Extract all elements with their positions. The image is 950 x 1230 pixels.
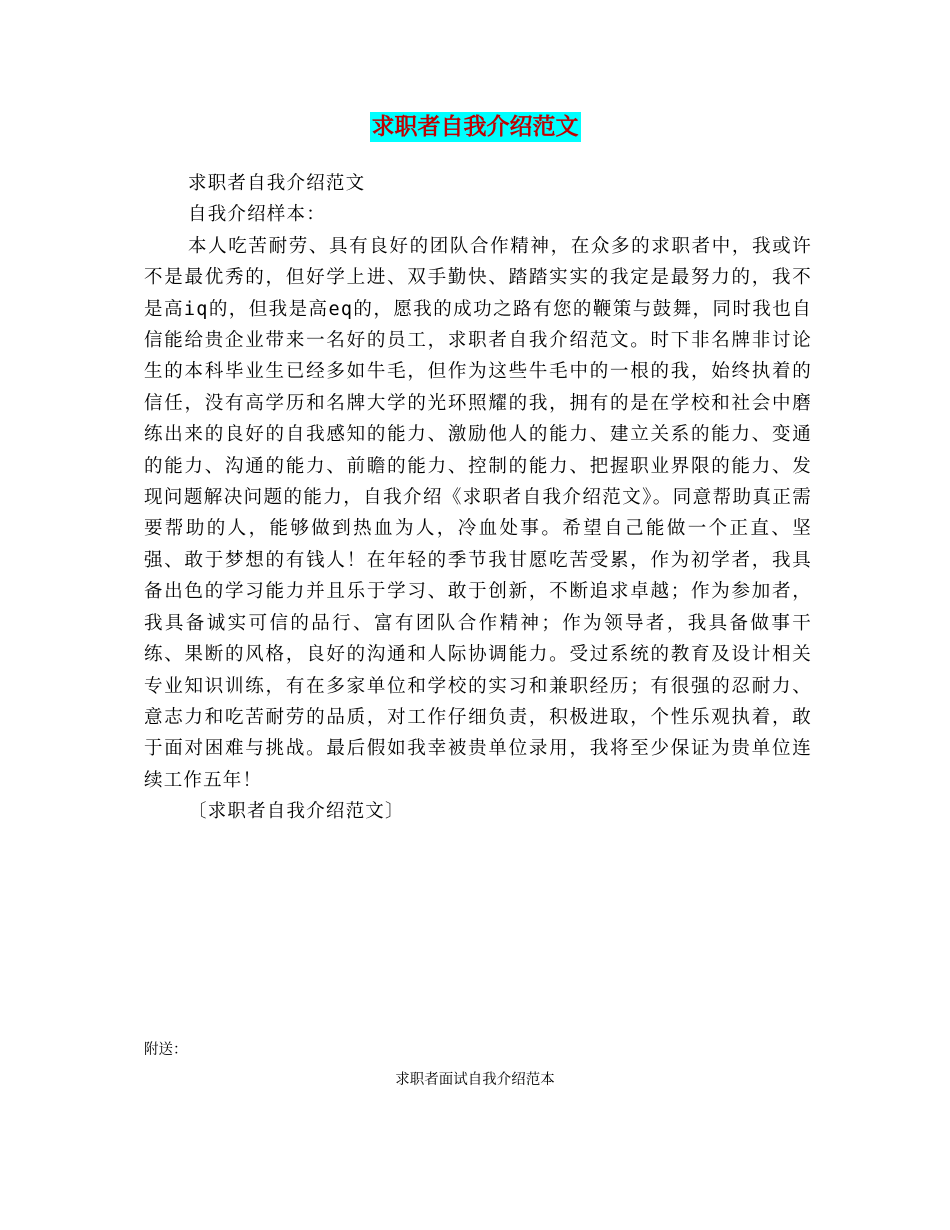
document-title: 求职者自我介绍范文 [371, 113, 579, 140]
main-paragraph: 本人吃苦耐劳、具有良好的团队合作精神，在众多的求职者中，我或许不是最优秀的，但好学上进、双手勤快、踏踏实实的我定是最努力的，我不是高iq的，但我是高eq的，愿我的成功之路有您的鞭策与鼓舞，同时我也自信能给贵企业带来一名好的员工，求职者自我介绍范文。时下非名牌非讨论生的本科毕业生已经多如牛毛，但作为这些牛毛中的一根的我，始终执着的信任，没有高学历和名牌大学的光环照耀的我，拥有的是在学校和社会中磨练出来的良好的自我感知的能力、激励他人的能力、建立关系的能力、变通的能力、沟通的能力、前瞻的能力、控制的能力、把握职业界限的能力、发现问题解决问题的能力，自我介绍《求职者自我介绍范文》。同意帮助真正需要帮助的人，能够做到热血为人，冷血处事。希望自己能做一个正直、坚强、敢于梦想的有钱人！在年轻的季节我甘愿吃苦受累，作为初学者，我具备出色的学习能力并且乐于学习、敢于创新，不断追求卓越；作为参加者，我具备诚实可信的品行、富有团队合作精神；作为领导者，我具备做事干练、果断的风格，良好的沟通和人际协调能力。受过系统的教育及设计相关专业知识训练，有在多家单位和学校的实习和兼职经历；有很强的忍耐力、意志力和吃苦耐劳的品质，对工作仔细负责，积极进取，个性乐观执着，敢于面对困难与挑战。最后假如我幸被贵单位录用，我将至少保证为贵单位连续工作五年！ [144, 235, 812, 791]
attachment-label: 附送： [144, 1042, 188, 1058]
sample-label: 自我介绍样本： [188, 204, 326, 226]
document-body [144, 168, 812, 828]
attachment-title: 求职者面试自我介绍范本 [395, 1072, 555, 1088]
closing-line: 〔求职者自我介绍范文〕 [188, 801, 405, 823]
subtitle-line: 求职者自我介绍范文 [188, 173, 366, 194]
title-wrap [0, 112, 950, 142]
